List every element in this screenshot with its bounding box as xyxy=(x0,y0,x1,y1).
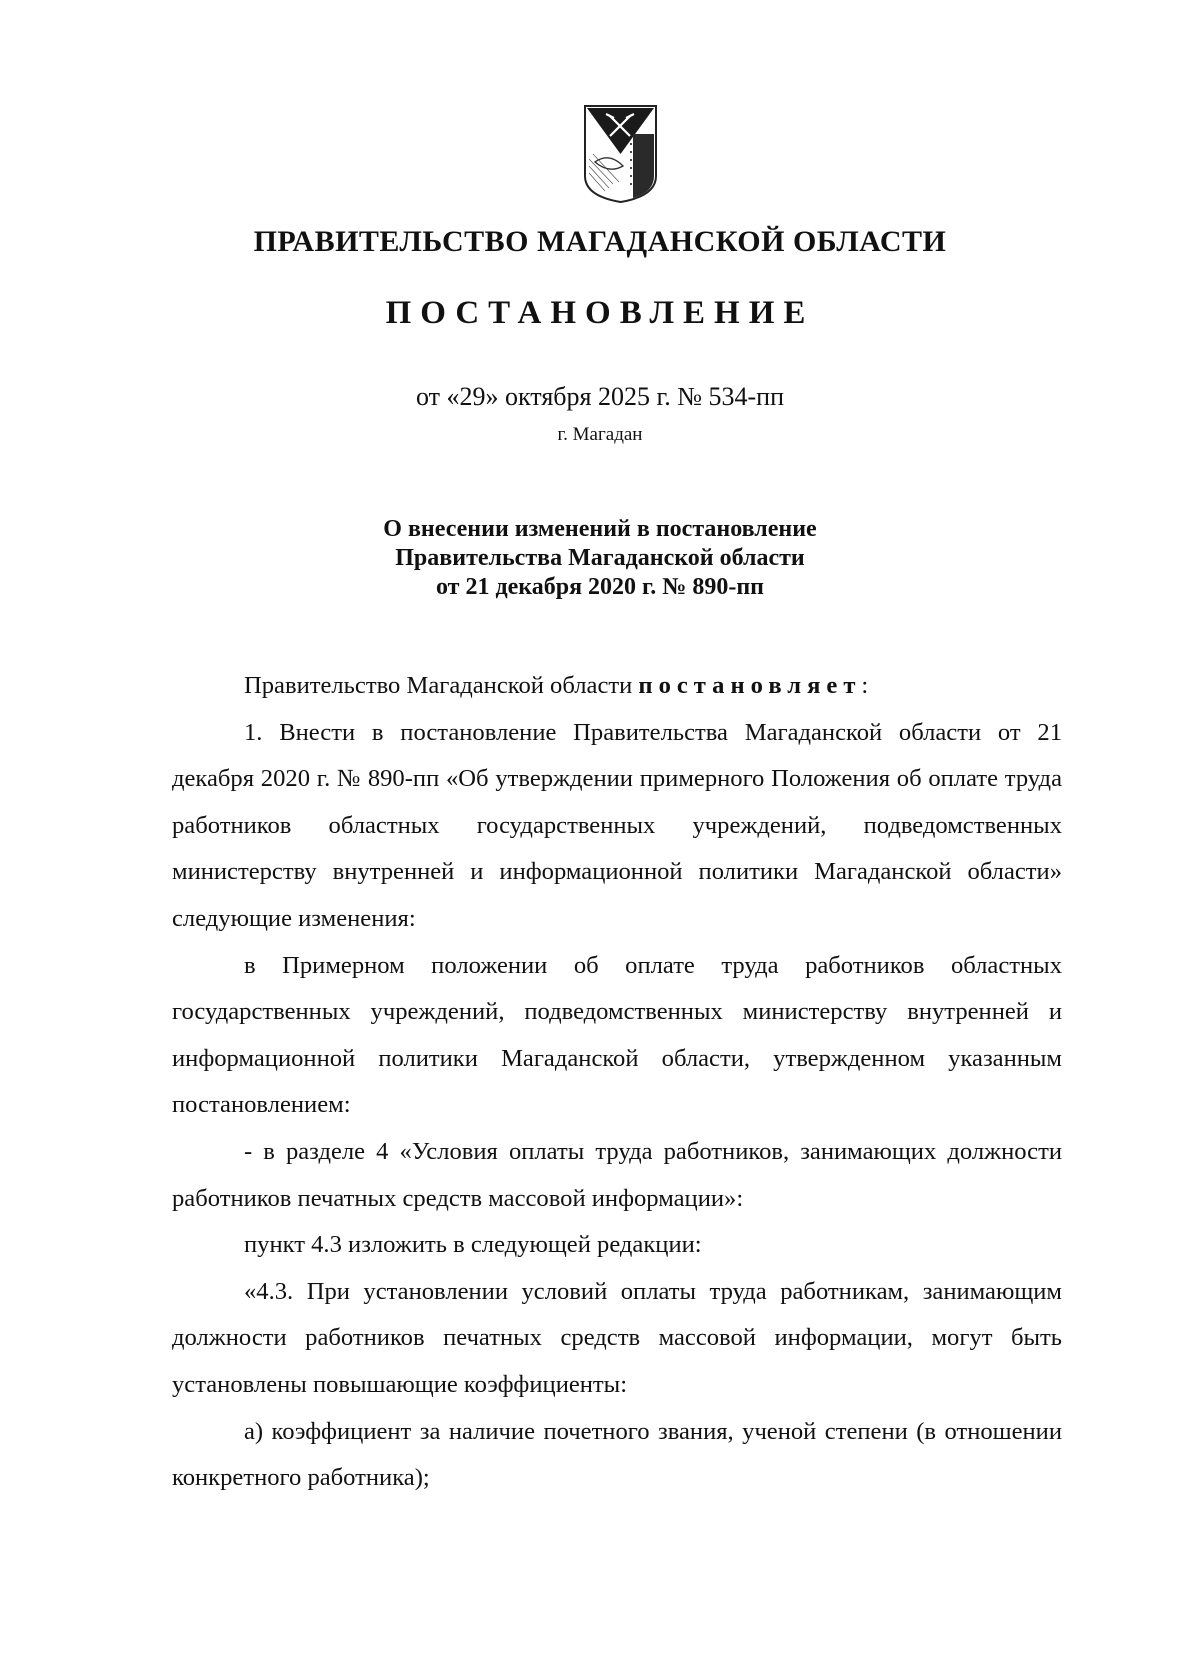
paragraph-5: «4.3. При установлении условий оплаты труда работникам, занимающим должности работников печатных средств массовой информации, могут быть установлены повышающие коэффициенты: xyxy=(172,1277,1062,1398)
paragraph-2: в Примерном положении об оплате труда работников областных государственных учреждений, подведомственных министерству внутренней и информационной политики Магаданской области, утвержденном указанным постановлением: xyxy=(172,951,1062,1119)
paragraph-4: пункт 4.3 изложить в следующей редакции: xyxy=(244,1231,702,1259)
paragraph-3: - в разделе 4 «Условия оплаты труда работников, занимающих должности работников печатных средств массовой информации»: xyxy=(172,1137,1062,1212)
government-title: ПРАВИТЕЛЬСТВО МАГАДАНСКОЙ ОБЛАСТИ xyxy=(253,225,947,258)
subject-line-3: от 21 декабря 2020 г. № 890-пп xyxy=(435,574,765,600)
decree-word: постановляет xyxy=(638,672,862,699)
subject-line-2: Правительства Магаданской области xyxy=(395,545,805,571)
paragraph-6: а) коэффициент за наличие почетного звания, ученой степени (в отношении конкретного работника); xyxy=(172,1417,1062,1492)
intro-paragraph xyxy=(172,663,1062,710)
document-city: г. Магадан xyxy=(557,424,643,445)
paragraph-1: 1. Внести в постановление Правительства Магаданской области от 21 декабря 2020 г. № 890-пп «Об утверждении примерного Положения об оплате труда работников областных государственных учреждений, подведомственных министерству внутренней и информационной политики Магаданской области» следующие изменения: xyxy=(172,718,1062,932)
document-subject xyxy=(0,515,1200,602)
document-date-number: от «29» октября 2025 г. № 534-пп xyxy=(416,382,784,411)
coat-of-arms-icon xyxy=(583,104,658,204)
intro-prefix: Правительство Магаданской области xyxy=(244,672,639,699)
intro-suffix: : xyxy=(861,672,869,699)
document-body xyxy=(172,663,1062,1502)
subject-line-1: О внесении изменений в постановление xyxy=(383,516,817,542)
document-type: ПОСТАНОВЛЕНИЕ xyxy=(385,295,815,331)
